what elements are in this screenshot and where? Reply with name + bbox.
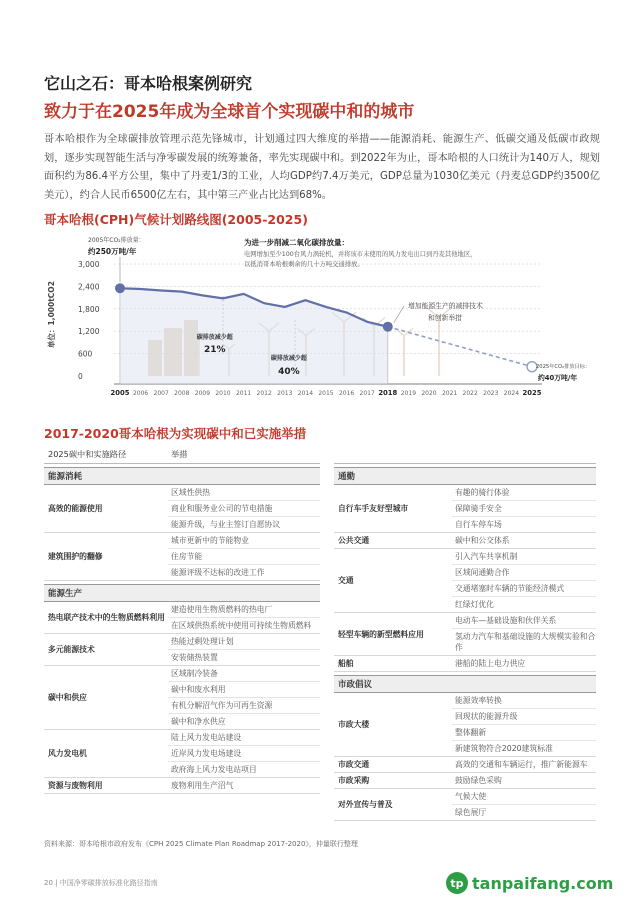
- table-path-cell: 市政采购: [338, 776, 370, 785]
- page-heading: 它山之石：哥本哈根案例研究: [44, 74, 253, 93]
- table-path-cell: 自行车手友好型城市: [338, 504, 409, 513]
- body-note-line2: 以抵消哥本哈根剩余的几十万吨交通排放。: [244, 261, 364, 268]
- table-path-cell: 市政大楼: [338, 720, 370, 729]
- x-tick-label: 2024: [503, 390, 520, 397]
- y-tick-label: 1,200: [78, 327, 100, 337]
- measures-table-left: [44, 446, 320, 794]
- x-tick-label: 2018: [378, 389, 398, 397]
- table-measure-item: 氢动力汽车和基础设施的大规模实验和合作: [455, 632, 596, 652]
- table-measure-item: 近岸风力发电场建设: [168, 746, 320, 762]
- table-measures-cell: [452, 485, 596, 532]
- target-note-line2: 约40万吨/年: [538, 374, 578, 382]
- source-note: 资料来源：哥本哈根市政府发布《CPH 2025 Climate Plan Roadmap 2017-2020》，仲量联行整理: [44, 840, 358, 848]
- table-category: 能源消耗: [44, 467, 320, 485]
- y-tick-label: 600: [78, 349, 93, 359]
- x-tick-label: 2020: [421, 390, 437, 397]
- brand-logo-icon: tp: [446, 872, 468, 894]
- table-row: [44, 778, 320, 794]
- future-note-pointer: [394, 306, 404, 323]
- table-header: [44, 446, 320, 464]
- start-note-line2: 约250万吨/年: [88, 247, 137, 256]
- future-note-line1: 增加能源生产的减排技术: [408, 302, 483, 310]
- table-measure-item: 有机分解沼气作为可再生资源: [168, 698, 320, 714]
- table-category: 通勤: [334, 467, 596, 485]
- table-measure-item: 保障骑手安全: [452, 501, 596, 517]
- table-measure-item: 碳中和废水利用: [168, 682, 320, 698]
- table-measure-item: 热能过剩处理计划: [168, 634, 320, 650]
- table-measure-item: 有趣的骑行体验: [452, 485, 596, 501]
- table-row: [44, 485, 320, 533]
- table-row: [334, 773, 596, 789]
- table-measure-item: 碳中和净水供应: [171, 717, 226, 726]
- table-measures-cell: [168, 730, 320, 777]
- title-note: 为进一步削减二氧化碳排放量：: [244, 238, 349, 247]
- table-path-cell: 交通: [338, 576, 354, 585]
- chart-section-title: 哥本哈根(CPH)气候计划路线图(2005-2025): [44, 212, 308, 227]
- table-category: 能源生产: [44, 584, 320, 602]
- table-measures-cell: [452, 773, 596, 788]
- reduction-1-value: 21%: [203, 345, 226, 355]
- table-measure-item: 碳中和公交体系: [455, 536, 510, 545]
- table-measure-item: 住房节能: [168, 549, 320, 565]
- x-tick-label: 2014: [297, 390, 314, 397]
- table-row: [334, 789, 596, 821]
- page-footer: 20 | 中国净零碳排放标准化路径指南: [44, 879, 158, 887]
- x-tick-label: 2008: [174, 390, 190, 397]
- table-measure-item: 建造使用生物质燃料的热电厂: [168, 602, 320, 618]
- series-1-point-2018: [383, 322, 393, 332]
- table-row: [334, 533, 596, 549]
- table-measure-item: 在区域供热系统中使用可持续生物质燃料: [171, 621, 312, 630]
- table-row: [334, 693, 596, 757]
- table-row: [334, 549, 596, 613]
- table-measures-cell: [168, 666, 320, 729]
- table-path-cell: 高效的能源使用: [48, 504, 103, 513]
- table-measures-cell: [452, 533, 596, 548]
- series-2-line: [388, 327, 532, 367]
- table-path-cell: 资源与废物利用: [48, 781, 103, 790]
- table-header-path: 2025碳中和实施路径: [48, 449, 127, 459]
- table-path-cell: 公共交通: [338, 536, 370, 545]
- table-path-cell: 市政交通: [338, 760, 370, 769]
- table-path-cell: 风力发电机: [48, 749, 87, 758]
- table-measure-item: 鼓励绿色采购: [455, 776, 502, 785]
- roadmap-chart-svg: [44, 228, 604, 404]
- table-category: 市政倡议: [334, 675, 596, 693]
- table-row: [44, 730, 320, 778]
- intro-paragraph: 哥本哈根作为全球碳排放管理示范先锋城市，计划通过四大维度的举措——能源消耗、能源生产、低碳交通及低碳市政规划，逐步实现智能生活与净零碳发展的统筹兼备，率先实现碳中和。到2022年为止，哥本哈根的人口统计为140万人，规划面积约为86.4平方公里，集中了丹麦1/3的工业，人均GDP约7.4万美元，GDP总量为1030亿美元（丹麦总GDP约3500亿美元），约合人民币6500亿左右，其中第三产业占比达到68%。: [44, 134, 600, 201]
- table-row: [44, 533, 320, 581]
- table-measures-cell: [452, 693, 596, 756]
- table-row: [44, 634, 320, 666]
- table-measures-cell: [452, 789, 596, 820]
- table-measure-item: 区域性供热: [168, 485, 320, 501]
- x-tick-label: 2023: [483, 390, 499, 397]
- table-path-cell: 碳中和供应: [48, 693, 87, 702]
- x-tick-label: 2017: [359, 390, 375, 397]
- page-subheading: 致力于在2025年成为全球首个实现碳中和的城市: [44, 102, 415, 122]
- x-tick-label: 2006: [132, 390, 149, 397]
- x-tick-label: 2007: [153, 390, 169, 397]
- x-tick-label: 2011: [235, 390, 252, 397]
- table-path-cell: 轻型车辆的新型燃料应用: [338, 629, 424, 639]
- table-measure-item: 城市更新中的节能物业: [168, 533, 320, 549]
- table-path-cell: 多元能源技术: [48, 645, 95, 654]
- x-tick-label: 2021: [441, 390, 458, 397]
- table-row: [44, 666, 320, 730]
- table-measure-item: 政府海上风力发电站项目: [171, 765, 257, 774]
- x-tick-label: 2013: [277, 390, 293, 397]
- brand-watermark[interactable]: [446, 872, 613, 894]
- table-measures-cell: [168, 533, 320, 580]
- table-measure-item: 高效的交通和车辆运行，推广新能源车: [455, 760, 588, 769]
- x-tick-label: 2012: [256, 390, 272, 397]
- table-measures-cell: [452, 613, 596, 655]
- table-measure-item: 自行车停车场: [455, 520, 502, 529]
- table-path-cell: 对外宣传与普及: [338, 800, 393, 809]
- table-measure-item: 区域制冷装备: [168, 666, 320, 682]
- table-measure-item: 回现状的能源升级: [452, 709, 596, 725]
- reduction-2-label: 碳排放减少超: [270, 355, 307, 362]
- series-1-point-2005: [115, 283, 125, 293]
- start-note-line1: 2005年CO₂排放量：: [88, 237, 145, 244]
- table-header-measures: 举措: [171, 449, 188, 459]
- x-tick-label: 2015: [318, 390, 334, 397]
- table-header-spacer: [334, 446, 596, 464]
- y-tick-label: 0: [78, 372, 83, 381]
- table-row: [334, 485, 596, 533]
- x-tick-label: 2022: [462, 390, 478, 397]
- y-tick-label: 1,800: [78, 304, 100, 314]
- table-measure-item: 气候大使: [452, 789, 596, 805]
- x-tick-label: 2016: [338, 390, 355, 397]
- table-measure-item: 整体翻新: [452, 725, 596, 741]
- x-tick-label: 2019: [400, 390, 417, 397]
- series-1-area: [120, 288, 388, 384]
- table-measure-item: 交通堵塞时车辆的节能经济模式: [452, 581, 596, 597]
- measures-table-right: [334, 446, 596, 821]
- table-measure-item: 废物利用生产沼气: [171, 781, 234, 790]
- table-measure-item: 商业和服务业公司的节电措施: [168, 501, 320, 517]
- table-row: [334, 613, 596, 656]
- table-path-cell: 船舶: [338, 659, 354, 668]
- x-tick-label: 2010: [215, 390, 231, 397]
- table-measure-item: 绿色展厅: [455, 808, 487, 817]
- table-measure-item: 引入汽车共享机制: [452, 549, 596, 565]
- table-measure-item: 新建筑物符合2020建筑标准: [455, 744, 553, 753]
- table-row: [334, 656, 596, 672]
- y-tick-label: 3,000: [78, 260, 100, 269]
- reduction-1-label: 碳排放减少超: [196, 334, 233, 341]
- target-note-line1: 2025年CO₂排放目标：: [536, 364, 591, 370]
- table-measure-item: 红绿灯优化: [455, 600, 494, 609]
- table-path-cell: 热电联产技术中的生物质燃料利用: [48, 613, 165, 622]
- table-measure-item: 能源升级，与业主签订自愿协议: [171, 520, 281, 529]
- table-measures-cell: [168, 485, 320, 532]
- table-path-cell: 建筑围护的翻修: [48, 552, 103, 561]
- x-tick-label: 2025: [522, 389, 542, 397]
- brand-text: tanpaifang.com: [472, 873, 614, 893]
- table-measure-item: 电动车—基础设施和伙伴关系: [452, 613, 596, 629]
- table-measure-item: 安装储热装置: [171, 653, 218, 662]
- table-measure-item: 能源效率转换: [452, 693, 596, 709]
- table-measures-cell: [168, 778, 320, 793]
- table-measure-item: 能源评级不达标的改进工作: [171, 568, 265, 577]
- table-section-title: 2017-2020哥本哈根为实现碳中和已实施举措: [44, 426, 307, 441]
- table-measure-item: 区域间通勤合作: [452, 565, 596, 581]
- y-axis-label: 单位：1,000tCO2: [47, 281, 56, 348]
- reduction-2-value: 40%: [278, 367, 300, 377]
- x-tick-label: 2005: [110, 389, 130, 397]
- table-measure-item: 港船的陆上电力供应: [455, 659, 526, 668]
- x-tick-label: 2009: [194, 390, 211, 397]
- body-note-line1: 电网增加至少100台风力涡轮机，并将该市未使用的风力发电出口到丹麦其他地区，: [244, 251, 477, 258]
- table-measures-cell: [168, 634, 320, 665]
- table-measure-item: 陆上风力发电站建设: [168, 730, 320, 746]
- y-tick-label: 2,400: [78, 282, 100, 292]
- table-measures-cell: [452, 757, 596, 772]
- table-measures-cell: [452, 656, 596, 671]
- table-row: [44, 602, 320, 634]
- future-note-line2: 和创新举措: [428, 314, 462, 322]
- table-measures-cell: [452, 549, 596, 612]
- table-row: [334, 757, 596, 773]
- table-measures-cell: [168, 602, 320, 633]
- roadmap-chart: [44, 228, 604, 404]
